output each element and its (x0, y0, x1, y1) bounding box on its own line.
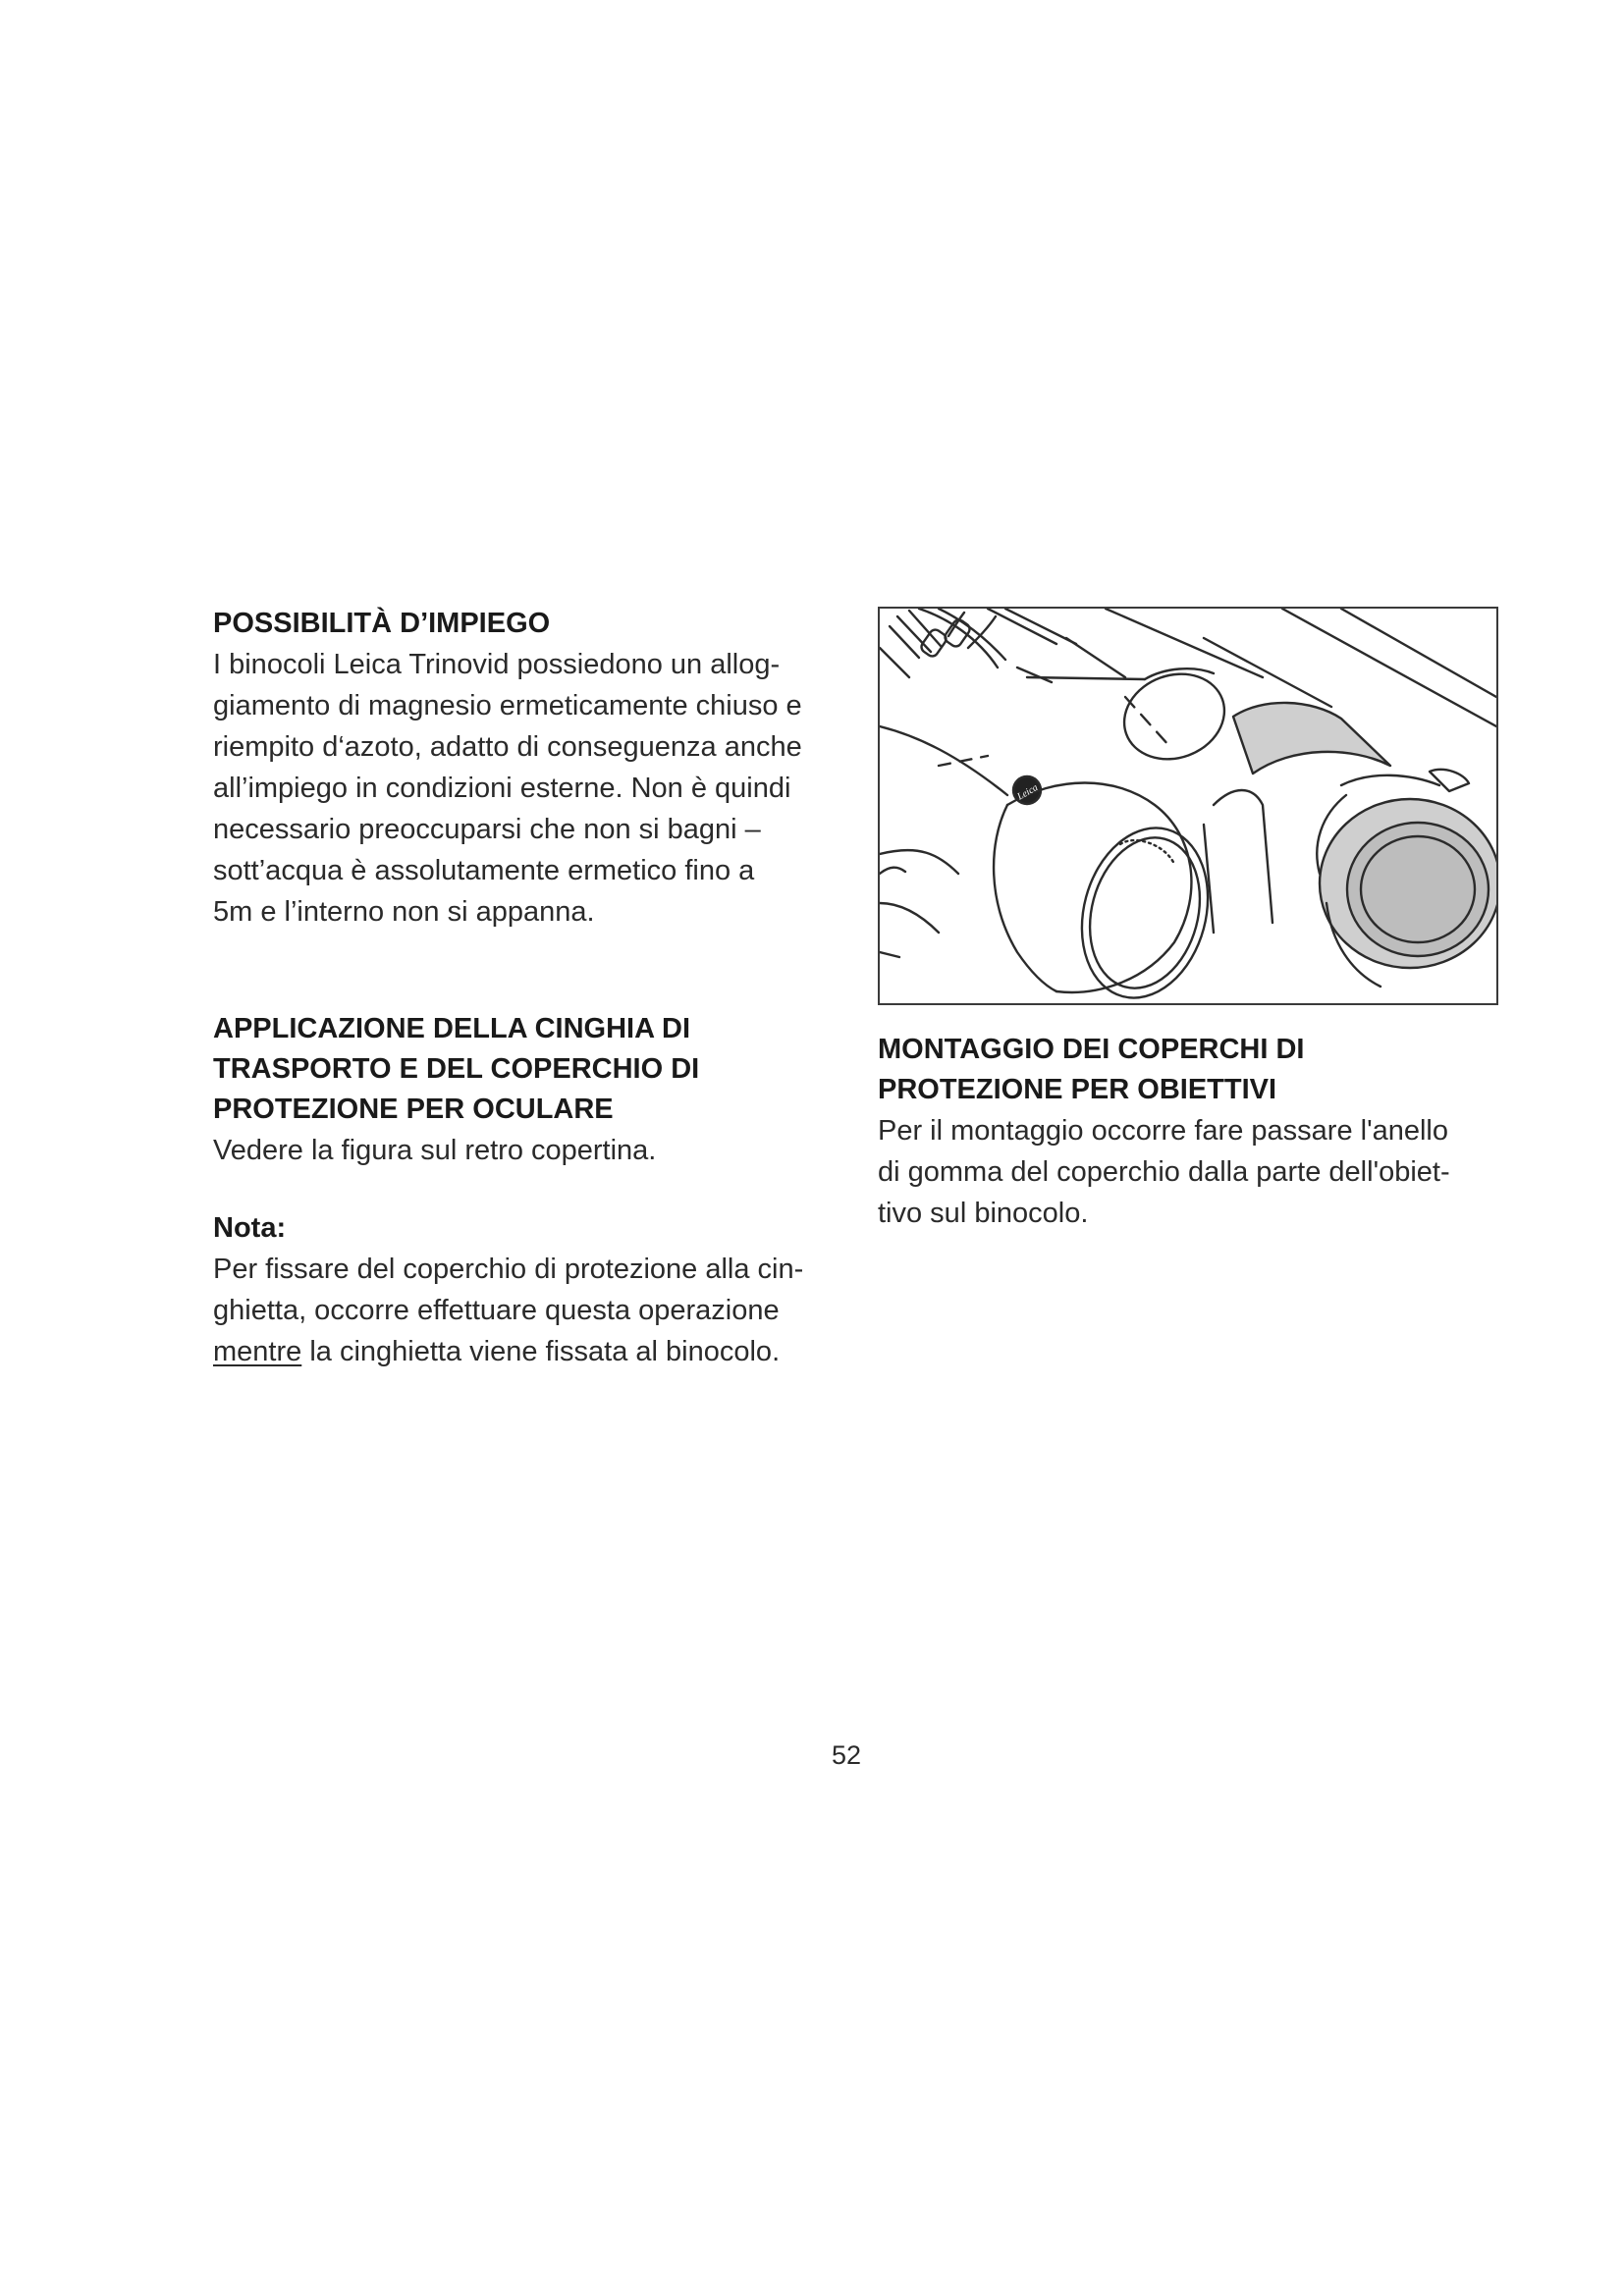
heading-line: PROTEZIONE PER OBIETTIVI (878, 1074, 1277, 1105)
paragraph-montaggio-coperchi (878, 1110, 1506, 1234)
leica-logo-text: Leica (1015, 781, 1041, 803)
text-line: giamento di magnesio ermeticamente chiuso e (213, 690, 802, 721)
paragraph-nota (213, 1249, 841, 1372)
heading-line: TRASPORTO E DEL COPERCHIO DI (213, 1053, 700, 1085)
page-number: 52 (831, 1740, 862, 1770)
text-line: sott’acqua è assolutamente ermetico fino a (213, 855, 755, 886)
heading-line: APPLICAZIONE DELLA CINGHIA DI (213, 1013, 691, 1044)
text-fragment: la cinghietta viene fissata al binocolo. (301, 1336, 781, 1367)
section-possibilita-impiego (213, 604, 841, 933)
text-line: necessario preoccuparsi che non si bagni – (213, 814, 761, 845)
heading-nota: Nota: (213, 1212, 287, 1244)
binocular-drawing (880, 609, 1496, 1003)
heading-possibilita-impiego: POSSIBILITÀ D’IMPIEGO (213, 608, 551, 639)
text-line: riempito d‘azoto, adatto di conseguenza anche (213, 731, 802, 763)
section-nota (213, 1208, 841, 1372)
text-line: di gomma del coperchio dalla parte dell'obiet- (878, 1156, 1450, 1188)
text-line: tivo sul binocolo. (878, 1198, 1089, 1229)
paragraph-applicazione-cinghia (213, 1130, 841, 1171)
text-line: I binocoli Leica Trinovid possiedono un allog- (213, 649, 781, 680)
text-line: Vedere la figura sul retro copertina. (213, 1135, 657, 1166)
section-applicazione-cinghia (213, 1009, 841, 1171)
section-montaggio-coperchi (878, 1030, 1506, 1234)
text-line: 5m e l’interno non si appanna. (213, 896, 595, 928)
paragraph-possibilita-impiego (213, 644, 841, 933)
text-line: all’impiego in condizioni esterne. Non è quindi (213, 773, 791, 804)
text-line: Per il montaggio occorre fare passare l'anello (878, 1115, 1449, 1147)
heading-line: PROTEZIONE PER OCULARE (213, 1094, 614, 1125)
heading-montaggio-coperchi (878, 1030, 1506, 1110)
binocular-illustration (878, 607, 1498, 1005)
underlined-word-mentre: mentre (213, 1336, 302, 1367)
text-line: Per fissare del coperchio di protezione alla cin- (213, 1254, 804, 1285)
heading-line: MONTAGGIO DEI COPERCHI DI (878, 1034, 1305, 1065)
heading-applicazione-cinghia (213, 1009, 841, 1130)
text-line: ghietta, occorre effettuare questa operazione (213, 1295, 780, 1326)
text-line (213, 1331, 841, 1372)
